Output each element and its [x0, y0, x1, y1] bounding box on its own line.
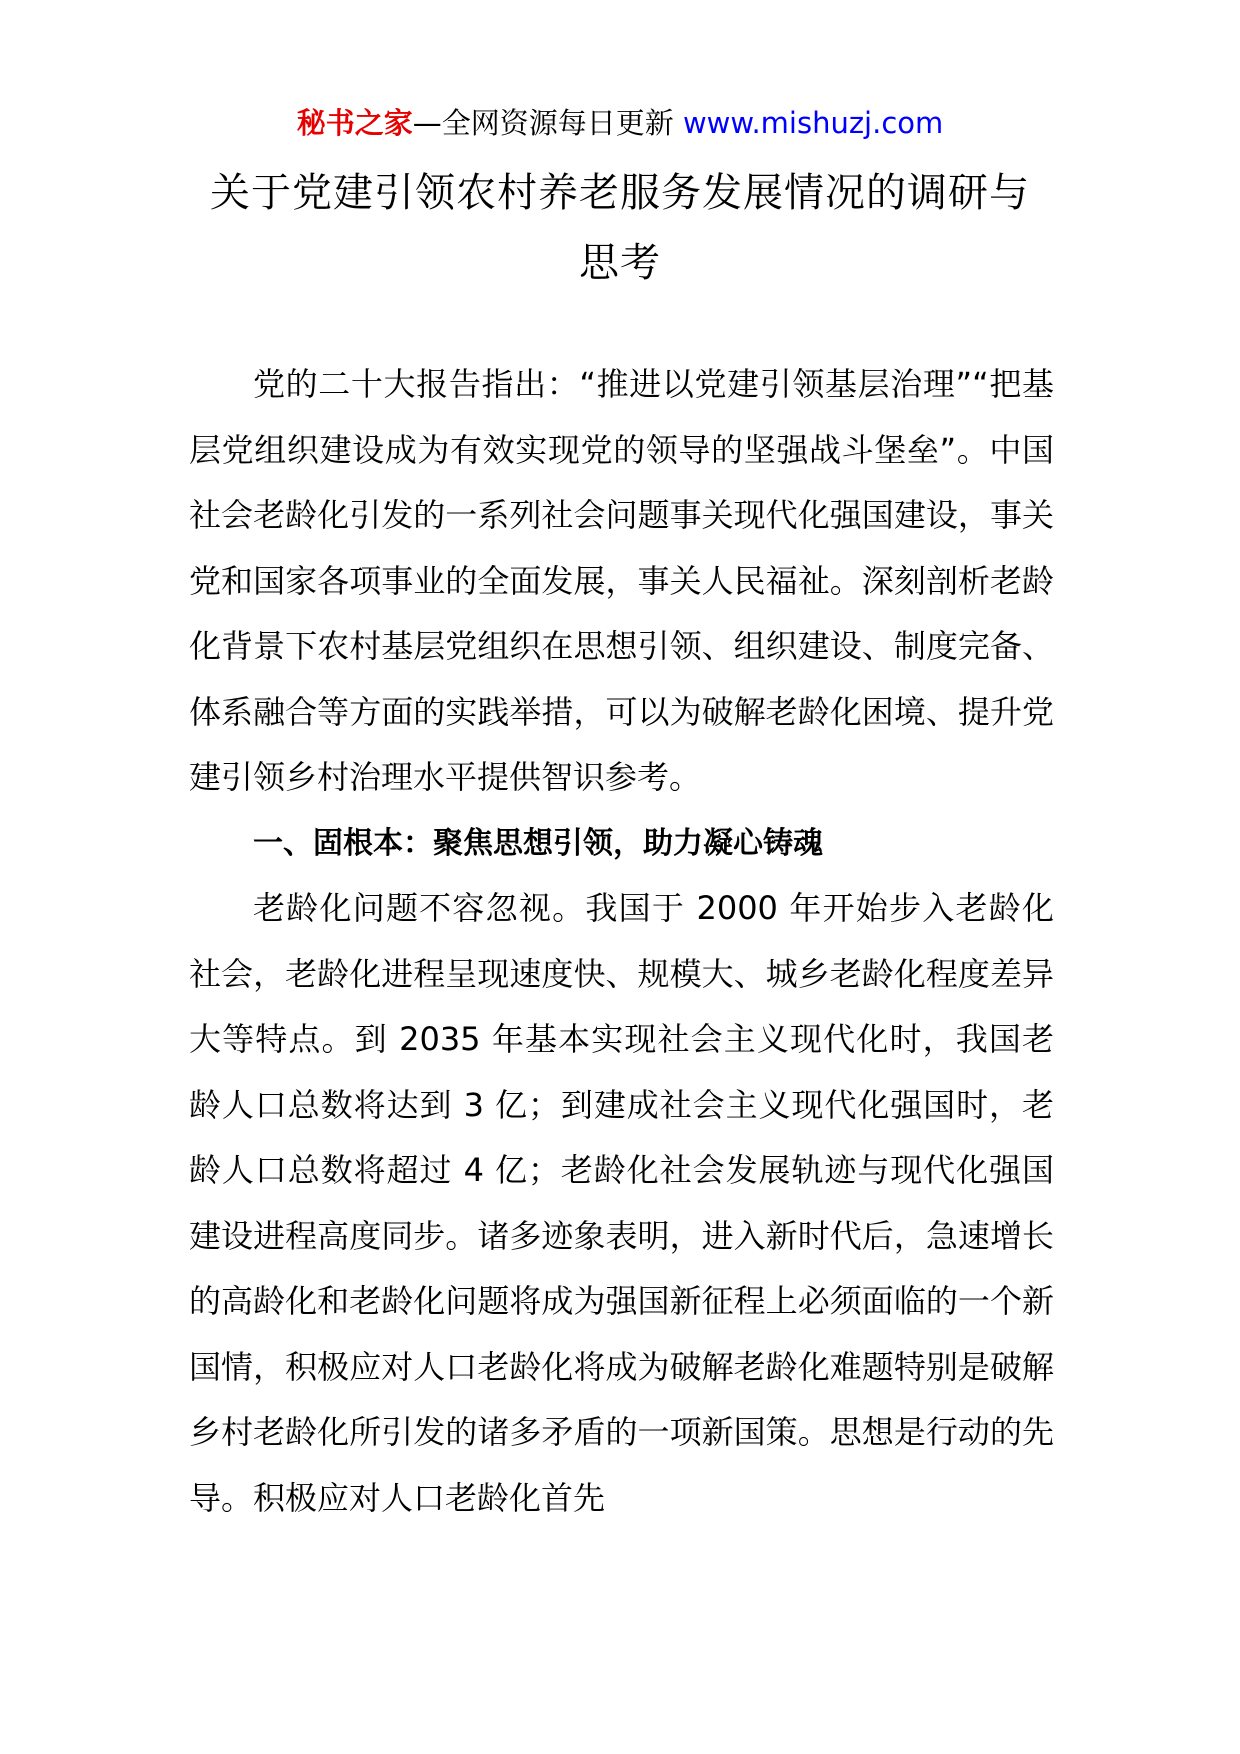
section-heading: 一、固根本：聚焦思想引领，助力凝心铸魂 [253, 825, 823, 861]
section-paragraph: 老龄化问题不容忽视。我国于 2000 年开始步入老龄化社会，老龄化进程呈现速度快、规模大、城乡老龄化程度差异大等特点。到 2035 年基本实现社会主义现代化时，我国老龄人口总数将达到 3 亿；到建成社会主义现代化强国时，老龄人口总数将超过 4 亿；老龄化社会发展轨迹与现代化强国建设进程高度同步。诸多迹象表明，进入新时代后，急速增长的高龄化和老龄化问题将成为强国新征程上必须面临的一个新国情，积极应对人口老龄化将成为破解老龄化难题特别是破解乡村老龄化所引发的诸多矛盾的一项新国策。思想是行动的先导。积极应对人口老龄化首先 [189, 889, 1054, 1517]
document-body [189, 352, 1054, 1531]
document-title: 关于党建引领农村养老服务发展情况的调研与思考 [210, 170, 1030, 286]
site-url-link[interactable]: www.mishuzj.com [682, 106, 944, 140]
site-header [0, 103, 1240, 143]
intro-paragraph: 党的二十大报告指出：“推进以党建引领基层治理”“把基层党组织建设成为有效实现党的领导的坚强战斗堡垒”。中国社会老龄化引发的一系列社会问题事关现代化强国建设，事关党和国家各项事业的全面发展，事关人民福祉。深刻剖析老龄化背景下农村基层党组织在思想引领、组织建设、制度完备、体系融合等方面的实践举措，可以为破解老龄化困境、提升党建引领乡村治理水平提供智识参考。 [189, 365, 1054, 796]
header-tagline: —全网资源每日更新 [412, 106, 683, 140]
brand-name: 秘书之家 [296, 106, 413, 140]
